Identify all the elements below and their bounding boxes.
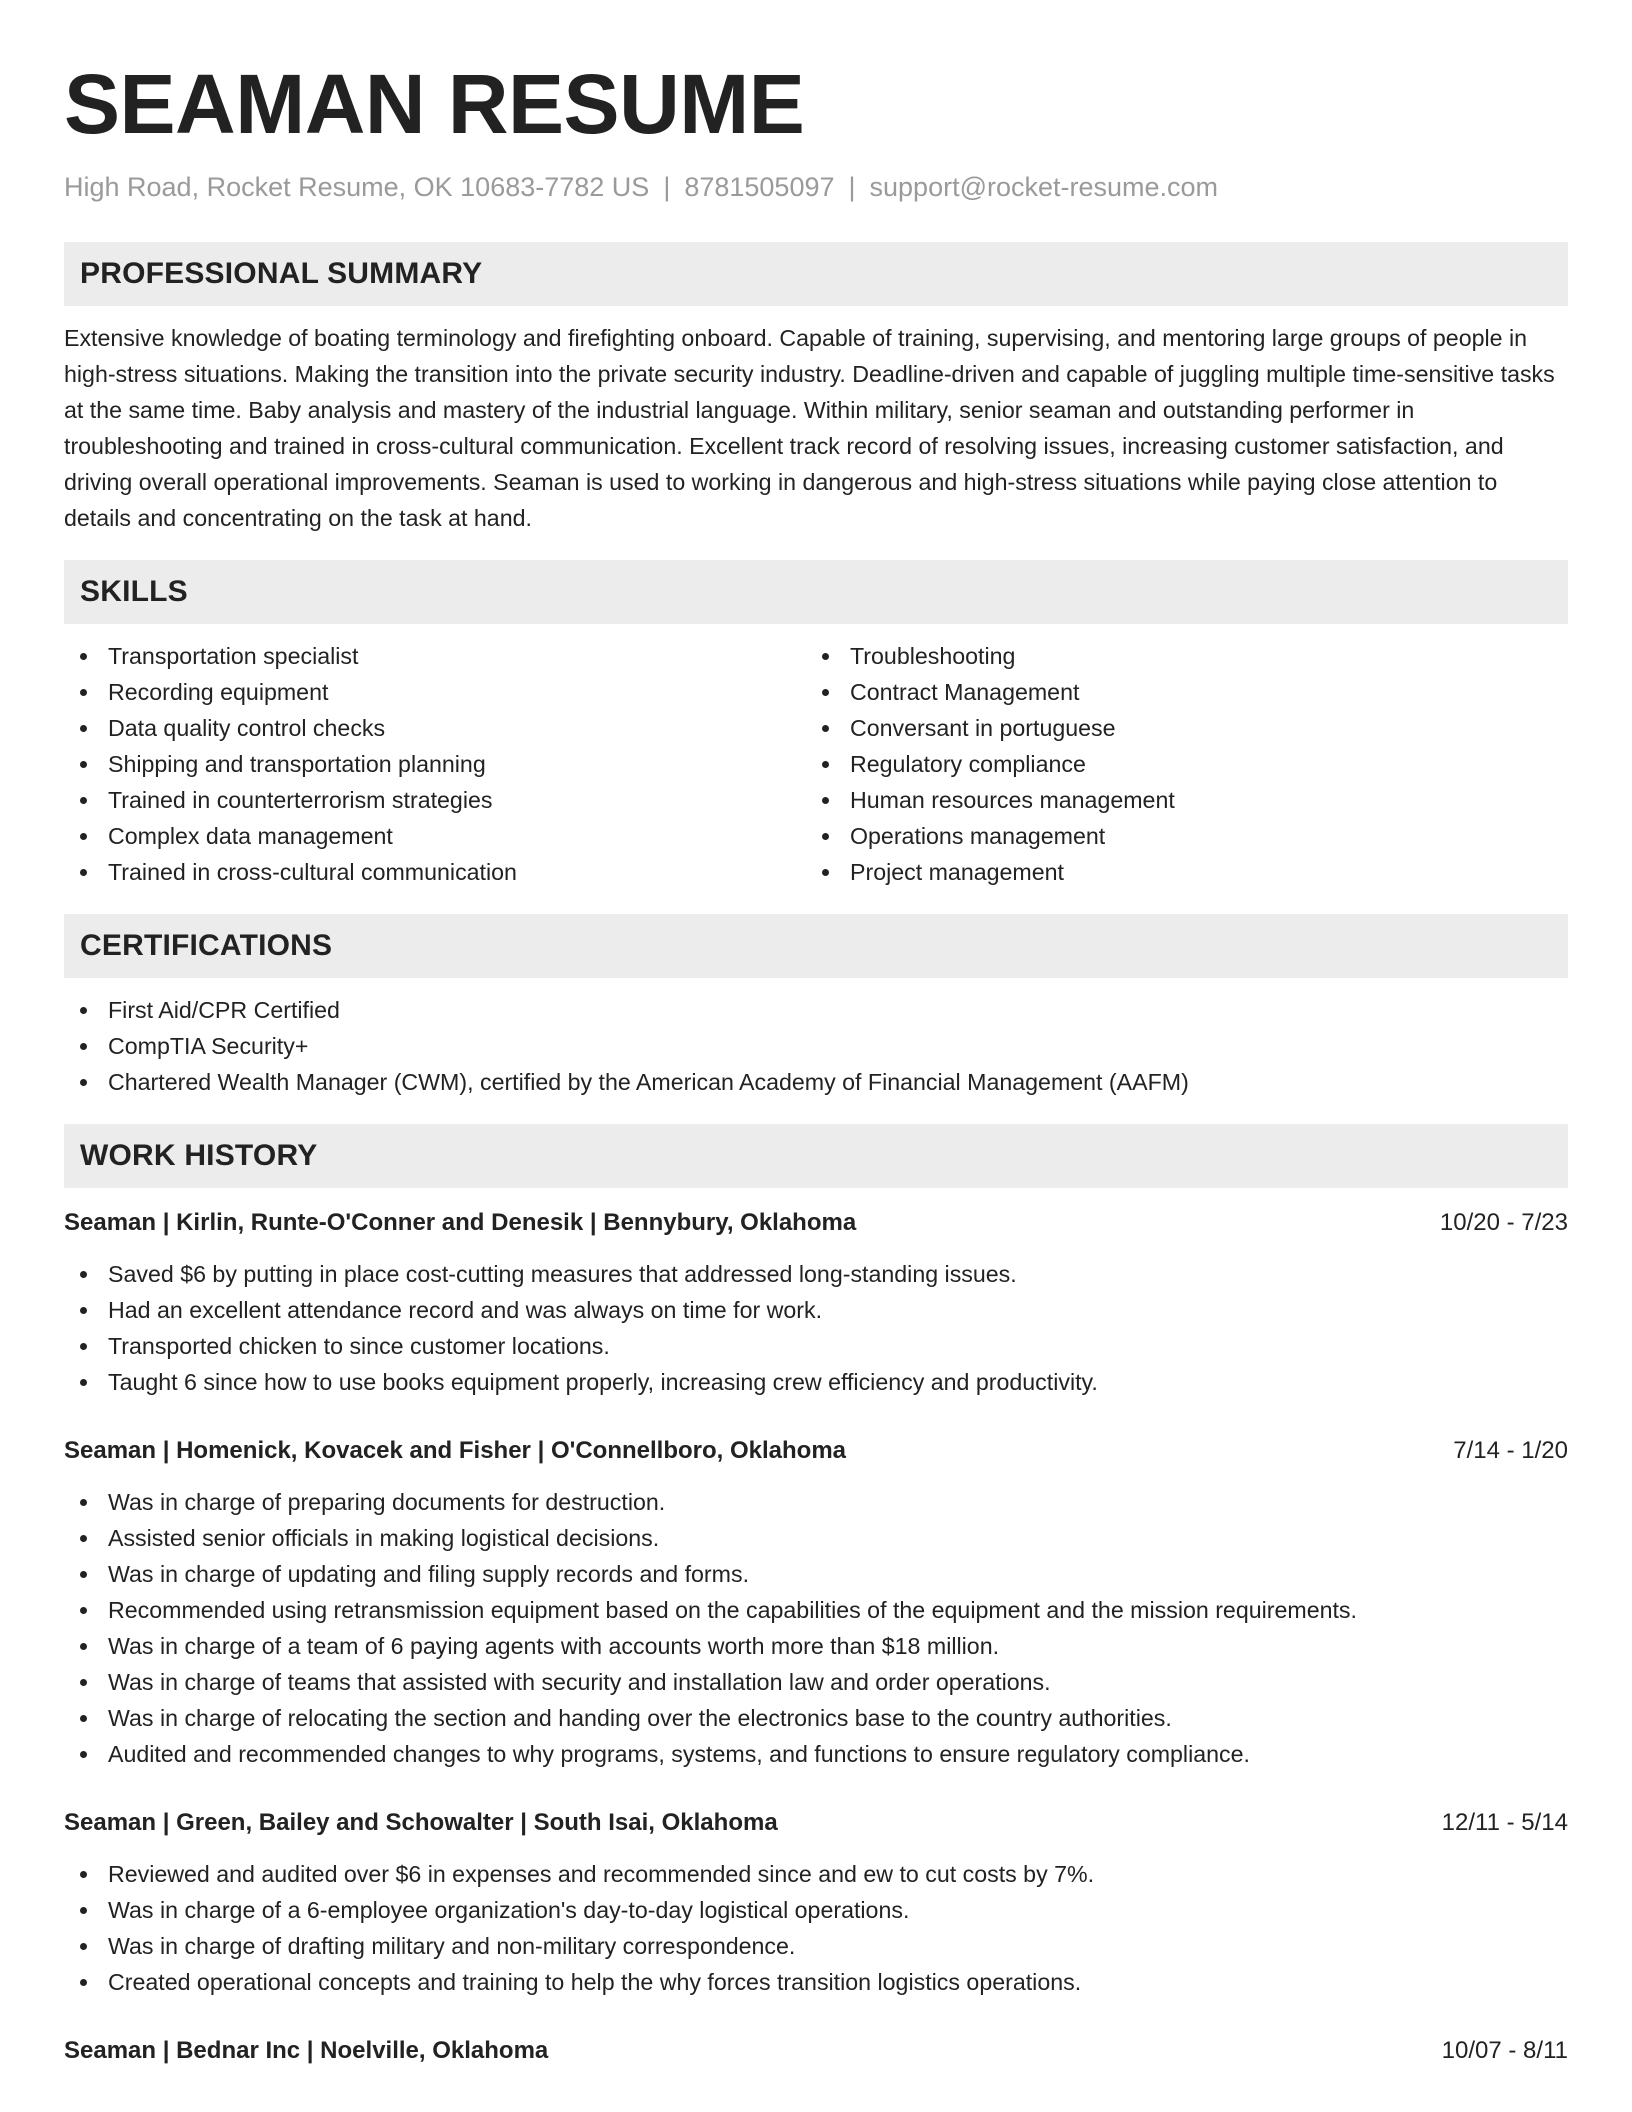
job-header (64, 1206, 1568, 1240)
job-title: Seaman | Green, Bailey and Schowalter | South Isai, Oklahoma (64, 1809, 778, 1836)
job-duty: Saved $6 by putting in place cost-cutting measures that addressed long-standing issues. (64, 1256, 1568, 1292)
job-entry (64, 1206, 1568, 1400)
skills-list-left (64, 638, 806, 890)
contact-address: High Road, Rocket Resume, OK 10683-7782 US (64, 172, 650, 202)
job-entry (64, 1434, 1568, 1772)
skill-item: Trained in counterterrorism strategies (64, 782, 806, 818)
certification-item: First Aid/CPR Certified (64, 992, 1568, 1028)
job-dates: 7/14 - 1/20 (1453, 1437, 1568, 1464)
contact-separator: | (848, 172, 856, 202)
job-duty: Was in charge of relocating the section and handing over the electronics base to the country authorities. (64, 1700, 1568, 1736)
section-header-work-history: WORK HISTORY (64, 1124, 1568, 1188)
skill-item: Project management (806, 854, 1548, 890)
job-dates: 10/20 - 7/23 (1439, 1209, 1568, 1236)
job-header (64, 2034, 1568, 2068)
certification-item: Chartered Wealth Manager (CWM), certified by the American Academy of Financial Management (AAFM) (64, 1064, 1568, 1100)
skill-item: Data quality control checks (64, 710, 806, 746)
summary-text: Extensive knowledge of boating terminology and firefighting onboard. Capable of training, supervising, and mentoring large groups of people in high-stress situations. Making the transition into the private security industry. Deadline-driven and capable of juggling multiple time-sensitive tasks at the same time. Baby analysis and mastery of the industrial language. Within military, senior seaman and outstanding performer in troubleshooting and trained in cross-cultural communication. Excellent track record of resolving issues, increasing customer satisfaction, and driving overall operational improvements. Seaman is used to working in dangerous and high-stress situations while paying close attention to details and concentrating on the task at hand. (64, 325, 1555, 531)
job-duty: Transported chicken to since customer locations. (64, 1328, 1568, 1364)
skill-item: Conversant in portuguese (806, 710, 1548, 746)
section-header-summary: PROFESSIONAL SUMMARY (64, 242, 1568, 306)
contact-phone: 8781505097 (684, 172, 835, 202)
skill-item: Troubleshooting (806, 638, 1548, 674)
job-header (64, 1434, 1568, 1468)
skill-item: Operations management (806, 818, 1548, 854)
skill-item: Regulatory compliance (806, 746, 1548, 782)
skill-item: Recording equipment (64, 674, 806, 710)
job-duty: Had an excellent attendance record and was always on time for work. (64, 1292, 1568, 1328)
section-header-skills: SKILLS (64, 560, 1568, 624)
job-duty: Was in charge of preparing documents for destruction. (64, 1484, 1568, 1520)
job-duty: Was in charge of a 6-employee organization's day-to-day logistical operations. (64, 1892, 1568, 1928)
resume-page (64, 0, 1568, 2068)
job-duty: Audited and recommended changes to why programs, systems, and functions to ensure regulatory compliance. (64, 1736, 1568, 1772)
skill-item: Contract Management (806, 674, 1548, 710)
job-duty: Taught 6 since how to use books equipment properly, increasing crew efficiency and productivity. (64, 1364, 1568, 1400)
job-dates: 12/11 - 5/14 (1441, 1809, 1568, 1836)
contact-separator: | (663, 172, 671, 202)
certification-item: CompTIA Security+ (64, 1028, 1568, 1064)
job-title: Seaman | Kirlin, Runte-O'Conner and Denesik | Bennybury, Oklahoma (64, 1209, 857, 1236)
job-duties (64, 1856, 1568, 2000)
job-duty: Reviewed and audited over $6 in expenses and recommended since and ew to cut costs by 7%. (64, 1856, 1568, 1892)
section-header-certifications: CERTIFICATIONS (64, 914, 1568, 978)
skill-item: Trained in cross-cultural communication (64, 854, 806, 890)
contact-line (64, 170, 1568, 204)
job-duty: Was in charge of updating and filing supply records and forms. (64, 1556, 1568, 1592)
certifications-list (64, 992, 1568, 1100)
skill-item: Shipping and transportation planning (64, 746, 806, 782)
contact-email[interactable]: support@rocket-resume.com (869, 172, 1219, 202)
skill-item: Complex data management (64, 818, 806, 854)
job-duty: Was in charge of teams that assisted with security and installation law and order operations. (64, 1664, 1568, 1700)
job-duty: Was in charge of drafting military and non-military correspondence. (64, 1928, 1568, 1964)
job-dates: 10/07 - 8/11 (1441, 2037, 1568, 2064)
job-duty: Assisted senior officials in making logistical decisions. (64, 1520, 1568, 1556)
resume-name: SEAMAN RESUME (64, 57, 805, 151)
skill-item: Human resources management (806, 782, 1548, 818)
job-entry (64, 2034, 1568, 2068)
skill-item: Transportation specialist (64, 638, 806, 674)
job-title: Seaman | Bednar Inc | Noelville, Oklahoma (64, 2037, 549, 2064)
skills-columns (64, 638, 1568, 890)
job-title: Seaman | Homenick, Kovacek and Fisher | O'Connellboro, Oklahoma (64, 1437, 847, 1464)
job-duty: Created operational concepts and training to help the why forces transition logistics operations. (64, 1964, 1568, 2000)
job-header (64, 1806, 1568, 1840)
skills-list-right (806, 638, 1548, 890)
job-duty: Recommended using retransmission equipment based on the capabilities of the equipment and the mission requirements. (64, 1592, 1568, 1628)
job-duty: Was in charge of a team of 6 paying agents with accounts worth more than $18 million. (64, 1628, 1568, 1664)
job-duties (64, 1256, 1568, 1400)
job-duties (64, 1484, 1568, 1772)
job-entry (64, 1806, 1568, 2000)
